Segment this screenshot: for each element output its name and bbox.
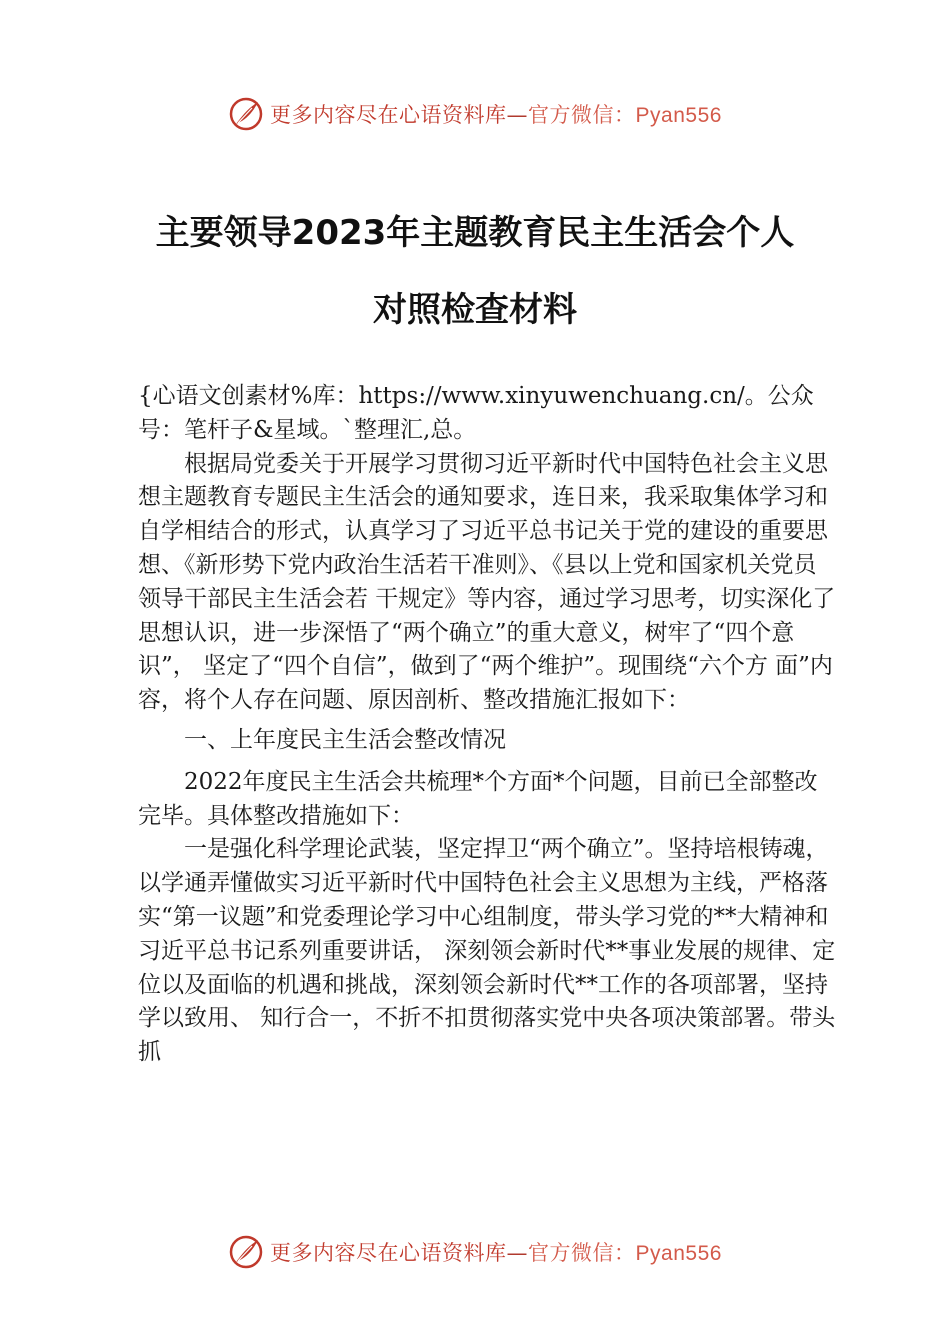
document-body (138, 380, 838, 1070)
banner-wechat-label: 官方微信： (528, 103, 636, 127)
feather-quill-logo-icon (228, 1234, 264, 1270)
footer-banner (0, 1232, 950, 1272)
banner-text (270, 99, 722, 129)
paragraph-summary: 2022年度民主生活会共梳理*个方面*个问题，目前已全部整改完毕。具体整改措施如下： (138, 768, 818, 829)
source-note: {心语文创素材%库：https://www.xinyuwenchuang.cn/。公众号：笔杆子&星域。`整理汇,总。 (138, 383, 814, 443)
banner-separator: — (506, 103, 529, 127)
banner-wechat-handle: Pyan556 (635, 104, 722, 127)
footer-main-text: 更多内容尽在心语资料库 (270, 1241, 507, 1265)
feather-quill-logo-icon (228, 96, 264, 132)
paragraph-measure-one: 一是强化科学理论武装，坚定捍卫“两个确立”。坚持培根铸魂，以学通弄懂做实习近平新时代中国特色社会主义思想为主线，严格落实“第一议题”和党委理论学习中心组制度，带头学习党的**大精神和习近平总书记系列重要讲话， 深刻领会新时代**事业发展的规律、定位以及面临的机遇和挑战，深刻领会新时代**工作的各项部署，坚持学以致用、 知行合一，不折不扣贯彻落实党中央各项决策部署。带头抓 (138, 836, 836, 1066)
footer-separator: — (506, 1241, 529, 1265)
footer-wechat-label: 官方微信： (528, 1241, 636, 1265)
footer-wechat-handle: Pyan556 (635, 1242, 722, 1265)
footer-banner-text (270, 1237, 722, 1267)
header-banner (0, 94, 950, 134)
document-title-line1: 主要领导2023年主题教育民主生活会个人 (155, 213, 795, 253)
section-heading: 一、上年度民主生活会整改情况 (184, 726, 506, 753)
document-title-line2: 对照检查材料 (373, 290, 577, 330)
banner-main-text: 更多内容尽在心语资料库 (270, 103, 507, 127)
paragraph-intro: 根据局党委关于开展学习贯彻习近平新时代中国特色社会主义思想主题教育专题民主生活会的通知要求，连日来，我采取集体学习和自学相结合的形式，认真学习了习近平总书记关于党的建设的重要思想、《新形势下党内政治生活若干准则》、《县以上党和国家机关党员领导干部民主生活会若 干规定》等内容，通过学习思考，切实深化了思想认识，进一步深悟了“两个确立”的重大意义，树牢了“四个意识”， 坚定了“四个自信”，做到了“两个维护”。现围绕“六个方 面”内容，将个人存在问题、原因剖析、整改措施汇报如下： (138, 450, 836, 714)
